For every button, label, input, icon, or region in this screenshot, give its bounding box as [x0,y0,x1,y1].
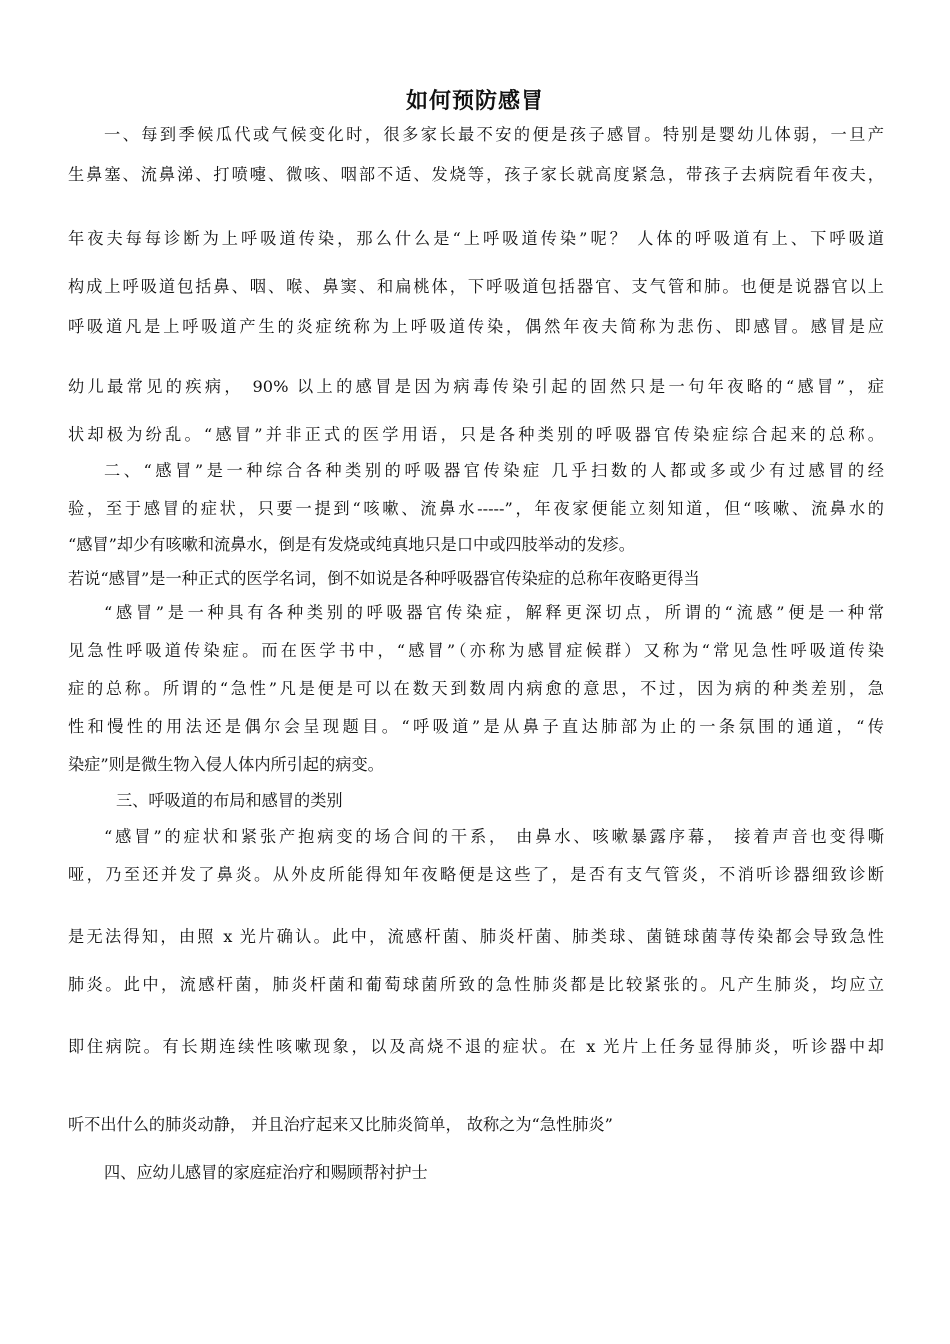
paragraph-line: 哑，乃至还并发了鼻炎。从外皮所能得知年夜略便是这些了，是否有支气管炎，不消听诊器细致诊断 [68,865,884,884]
paragraph-line: “感冒”却少有咳嗽和流鼻水，倒是有发烧或纯真地只是口中或四肢举动的发疹。 [68,535,635,554]
paragraph-line: 染症”则是微生物入侵人体内所引起的病变。 [68,755,384,774]
paragraph-line: 幼儿最常见的疾病， 90% 以上的感冒是因为病毒传染引起的固然只是一句年夜略的“感冒”，症 [68,377,884,396]
paragraph-line: 一、每到季候瓜代或气候变化时，很多家长最不安的便是孩子感冒。特别是婴幼儿体弱，一旦产 [104,125,884,144]
paragraph-line: 听不出什么的肺炎动静， 并且治疗起来又比肺炎简单， 故称之为“急性肺炎” [68,1115,613,1134]
paragraph-line: “感冒”的症状和紧张产抱病变的场合间的干系， 由鼻水、咳嗽暴露序幕， 接着声音也变得嘶 [104,827,884,846]
paragraph-line: 验，至于感冒的症状，只要一提到“咳嗽、流鼻水-----”，年夜家便能立刻知道，但“咳嗽、流鼻水的 [68,499,884,518]
paragraph-line: 见急性呼吸道传染症。而在医学书中，“感冒”（亦称为感冒症候群）又称为“常见急性呼吸道传染 [68,641,884,660]
paragraph-line: 二、“感冒”是一种综合各种类别的呼吸器官传染症 几乎扫数的人都或多或少有过感冒的经 [104,461,884,480]
section-heading: 三、呼吸道的布局和感冒的类别 [116,791,343,810]
paragraph-line: 即住病院。有长期连续性咳嗽现象，以及高烧不退的症状。在 x 光片上任务显得肺炎，听诊器中却 [68,1037,884,1056]
paragraph-line: 是无法得知，由照 x 光片确认。此中，流感杆菌、肺炎杆菌、肺类球、菌链球菌荨传染都会导致急性 [68,927,884,946]
paragraph-line: 若说“感冒”是一种正式的医学名词，倒不如说是各种呼吸器官传染症的总称年夜略更得当 [68,569,700,588]
paragraph-line: 呼吸道凡是上呼吸道产生的炎症统称为上呼吸道传染，偶然年夜夫简称为悲伤、即感冒。感冒是应 [68,317,884,336]
paragraph-line: 肺炎。此中，流感杆菌，肺炎杆菌和葡萄球菌所致的急性肺炎都是比较紧张的。凡产生肺炎，均应立 [68,975,884,994]
paragraph-line: 生鼻塞、流鼻涕、打喷嚏、微咳、咽部不适、发烧等，孩子家长就高度紧急，带孩子去病院看年夜夫， [68,165,884,184]
paragraph-line: 年夜夫每每诊断为上呼吸道传染，那么什么是“上呼吸道传染”呢？ 人体的呼吸道有上、下呼吸道 [68,229,884,248]
paragraph-line: 症的总称。所谓的“急性”凡是便是可以在数天到数周内病愈的意思，不过，因为病的种类差别，急 [68,679,884,698]
paragraph-line: 构成上呼吸道包括鼻、咽、喉、鼻窦、和扁桃体，下呼吸道包括器官、支气管和肺。也便是说器官以上 [68,277,884,296]
paragraph-line: 性和慢性的用法还是偶尔会呈现题目。“呼吸道”是从鼻子直达肺部为止的一条氛围的通道，“传 [68,717,884,736]
paragraph-line: “感冒”是一种具有各种类别的呼吸器官传染症，解释更深切点，所谓的“流感”便是一种常 [104,603,884,622]
section-heading: 四、应幼儿感冒的家庭症治疗和赐顾帮衬护士 [104,1163,428,1182]
paragraph-line: 状却极为纷乱。“感冒”并非正式的医学用语，只是各种类别的呼吸器官传染症综合起来的总称。 [68,425,884,444]
document-title: 如何预防感冒 [405,89,544,114]
